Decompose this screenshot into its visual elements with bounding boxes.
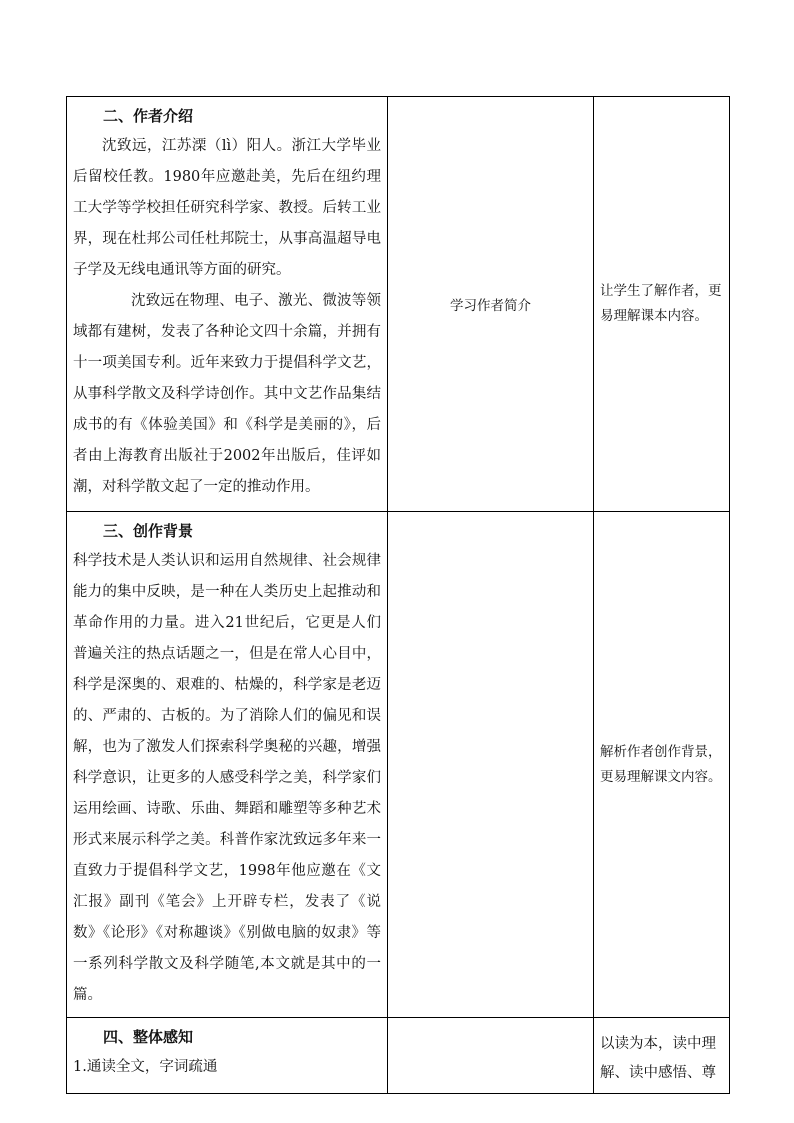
content-cell [67, 1018, 388, 1094]
purpose-text: 解析作者创作背景，更易理解课文内容。 [600, 743, 722, 785]
content-cell [67, 97, 388, 512]
table-row [67, 1018, 730, 1094]
purpose-cell [594, 1018, 730, 1094]
purpose-text: 让学生了解作者，更易理解课本内容。 [600, 283, 722, 324]
paragraph: 沈致远在物理、电子、激光、微波等领域都有建树，发表了各种论文四十余篇，并拥有十一项美国专利。近年来致力于提倡科学文艺，从事科学散文及科学诗创作。其中文艺作品集结成书的有《体验美国》和《科学是美丽的》，后者由上海教育出版社于2002年出版后，佳评如潮，对科学散文起了一定的推动作用。 [73, 293, 381, 495]
content-cell [67, 512, 388, 1018]
table-row [67, 512, 730, 1018]
activity-text: 学习作者简介 [450, 298, 531, 314]
purpose-text: 以读为本，读中理解、读中感悟、尊 [600, 1036, 716, 1081]
section-heading: 二、作者介绍 [103, 107, 194, 125]
purpose-cell [594, 512, 730, 1018]
activity-cell [388, 512, 594, 1018]
table-row [67, 97, 730, 512]
paragraph: 1.通读全文，字词疏通 [73, 1059, 218, 1075]
section-heading: 三、创作背景 [103, 522, 194, 540]
paragraph: 沈致远，江苏溧（lì）阳人。浙江大学毕业后留校任教。1980年应邀赴美，先后在纽约理工大学等学校担任研究科学家、教授。后转工业界，现在杜邦公司任杜邦院士，从事高温超导电子学及无线电通讯等方面的研究。 [73, 138, 381, 278]
lesson-plan-table [66, 96, 730, 1094]
activity-cell [388, 97, 594, 512]
section-heading: 四、整体感知 [103, 1028, 194, 1046]
paragraph: 科学技术是人类认识和运用自然规律、社会规律能力的集中反映，是一种在人类历史上起推动和革命作用的力量。进入21世纪后，它更是人们普遍关注的热点话题之一，但是在常人心目中，科学是深奥的、艰难的、枯燥的，科学家是老迈的、严肃的、古板的。为了消除人们的偏见和误解，也为了激发人们探索科学奥秘的兴趣，增强科学意识，让更多的人感受科学之美，科学家们运用绘画、诗歌、乐曲、舞蹈和雕塑等多种艺术形式来展示科学之美。科普作家沈致远多年来一直致力于提倡科学文艺，1998年他应邀在《文汇报》副刊《笔会》上开辟专栏，发表了《说数》《论形》《对称趣谈》《别做电脑的奴隶》等一系列科学散文及科学随笔,本文就是其中的一篇。 [73, 553, 381, 1003]
purpose-cell [594, 97, 730, 512]
activity-cell [388, 1018, 594, 1094]
